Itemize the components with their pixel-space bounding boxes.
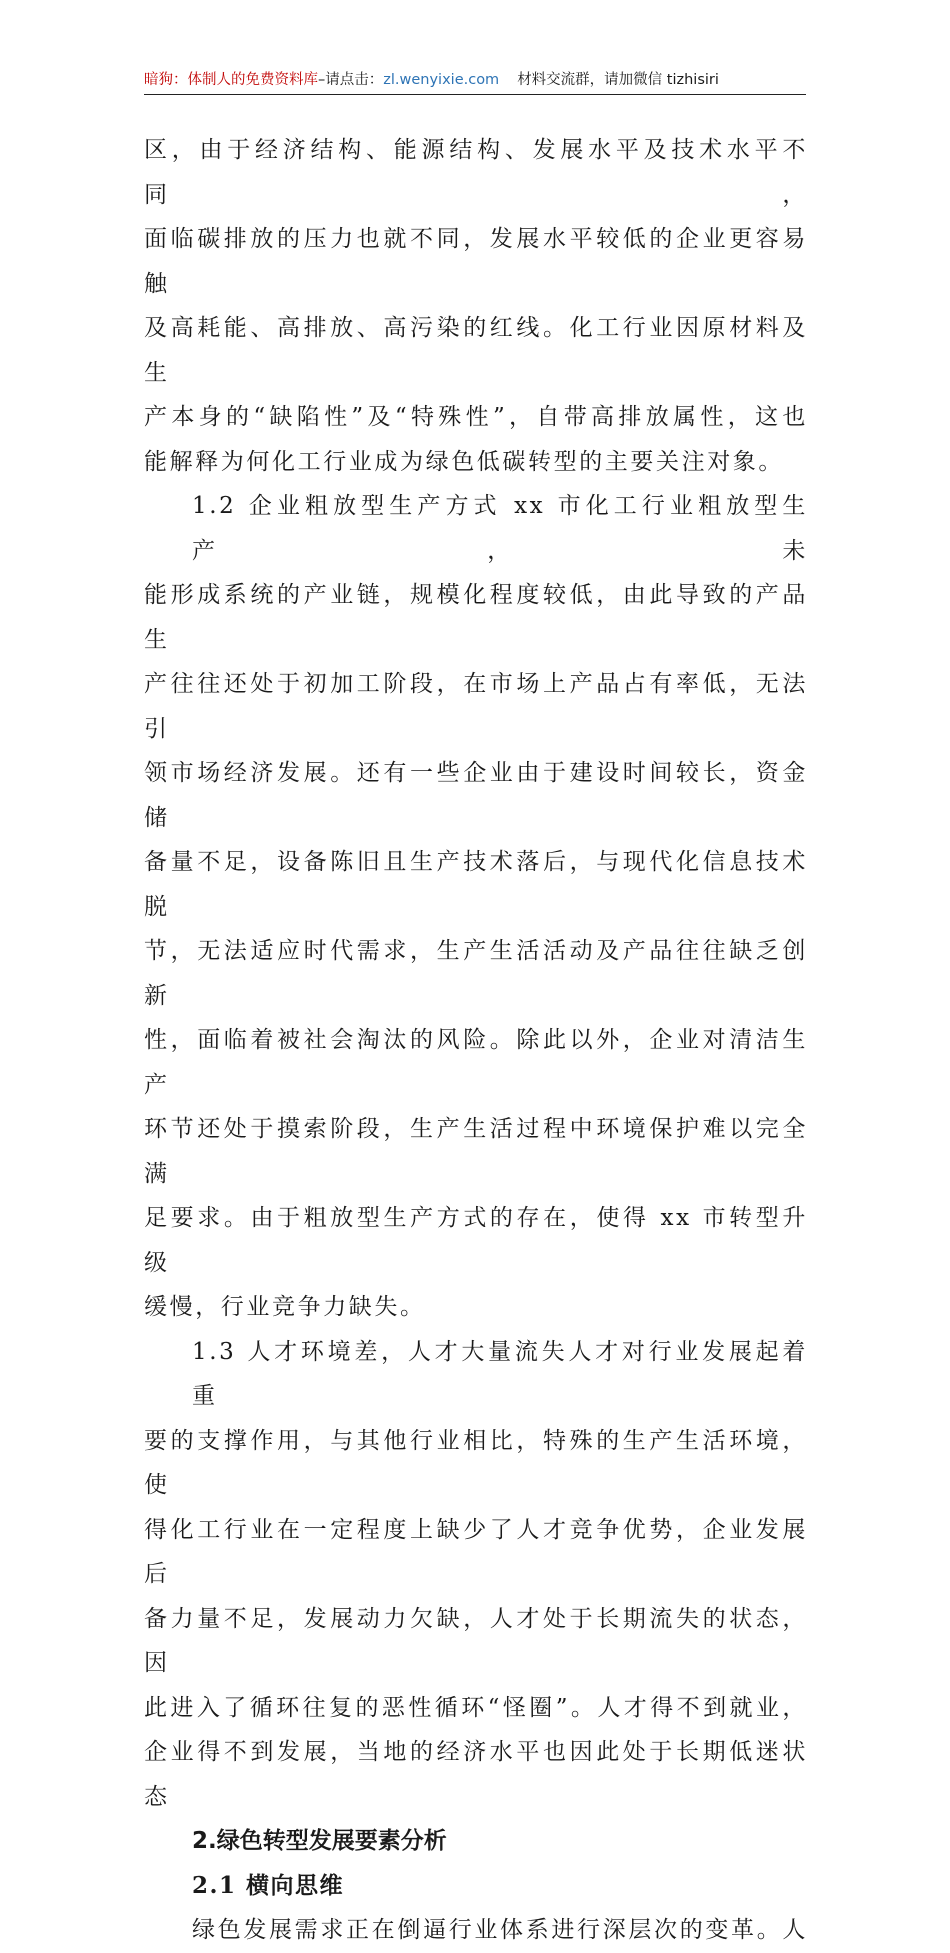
text-line: 足要求。由于粗放型生产方式的存在，使得 xx 市转型升级	[144, 1205, 808, 1276]
header-prompt-text: –请点击：	[318, 72, 384, 88]
text-line: 产本身的“缺陷性”及“特殊性”，自带高排放属性，这也	[144, 404, 808, 430]
text-line: 1.2 企业粗放型生产方式 xx 市化工行业粗放型生产，未	[192, 493, 808, 564]
text-line: 要的支撑作用，与其他行业相比，特殊的生产生活环境，使	[144, 1427, 808, 1498]
paragraph-green-development	[144, 1908, 808, 1953]
text-line: 面临碳排放的压力也就不同，发展水平较低的企业更容易触	[144, 226, 808, 297]
text-line: 1.3 人才环境差，人才大量流失人才对行业发展起着重	[192, 1338, 808, 1409]
header-website-link[interactable]: zl.wenyixie.com	[383, 72, 500, 88]
paragraph-talent-environment	[144, 1330, 808, 1820]
text-line: 能解释为何化工行业成为绿色低碳转型的主要关注对象。	[144, 448, 784, 475]
text-line: 及高耗能、高排放、高污染的红线。化工行业因原材料及生	[144, 315, 808, 386]
header-contact-text: 材料交流群，请加微信 tizhisiri	[517, 72, 719, 88]
subsection-heading: 2.1 横向思维	[192, 1871, 345, 1899]
text-line: 得化工行业在一定程度上缺少了人才竞争优势，企业发展后	[144, 1516, 808, 1587]
text-line: 绿色发展需求正在倒逼行业体系进行深层次的变革。人	[192, 1917, 808, 1943]
text-line: 区，由于经济结构、能源结构、发展水平及技术水平不同，	[144, 137, 808, 208]
text-line: 备量不足，设备陈旧且生产技术落后，与现代化信息技术脱	[144, 849, 808, 920]
paragraph-extensive-production	[144, 484, 808, 1330]
text-line: 缓慢，行业竞争力缺失。	[144, 1294, 426, 1320]
text-line: 企业得不到发展，当地的经济水平也因此处于长期低迷状态	[144, 1739, 808, 1810]
page-header	[144, 66, 806, 95]
text-line: 环节还处于摸索阶段，生产生活过程中环境保护难以完全满	[144, 1116, 808, 1187]
paragraph-carbon-emission	[144, 128, 808, 484]
text-line: 备力量不足，发展动力欠缺，人才处于长期流失的状态，因	[144, 1605, 808, 1676]
text-line: 此进入了循环往复的恶性循环“怪圈”。人才得不到就业，	[144, 1694, 808, 1721]
header-brand-text: 暗狗：体制人的免费资料库	[144, 72, 318, 88]
text-line: 节，无法适应时代需求，生产生活活动及产品往往缺乏创新	[144, 938, 808, 1009]
document-body	[144, 128, 808, 1953]
text-line: 领市场经济发展。还有一些企业由于建设时间较长，资金储	[144, 760, 808, 831]
text-line: 能形成系统的产业链，规模化程度较低，由此导致的产品生	[144, 582, 808, 653]
text-line: 性，面临着被社会淘汰的风险。除此以外，企业对清洁生产	[144, 1027, 808, 1098]
section-heading: 2.绿色转型发展要素分析	[192, 1828, 447, 1854]
text-line: 产往往还处于初加工阶段，在市场上产品占有率低，无法引	[144, 671, 808, 742]
